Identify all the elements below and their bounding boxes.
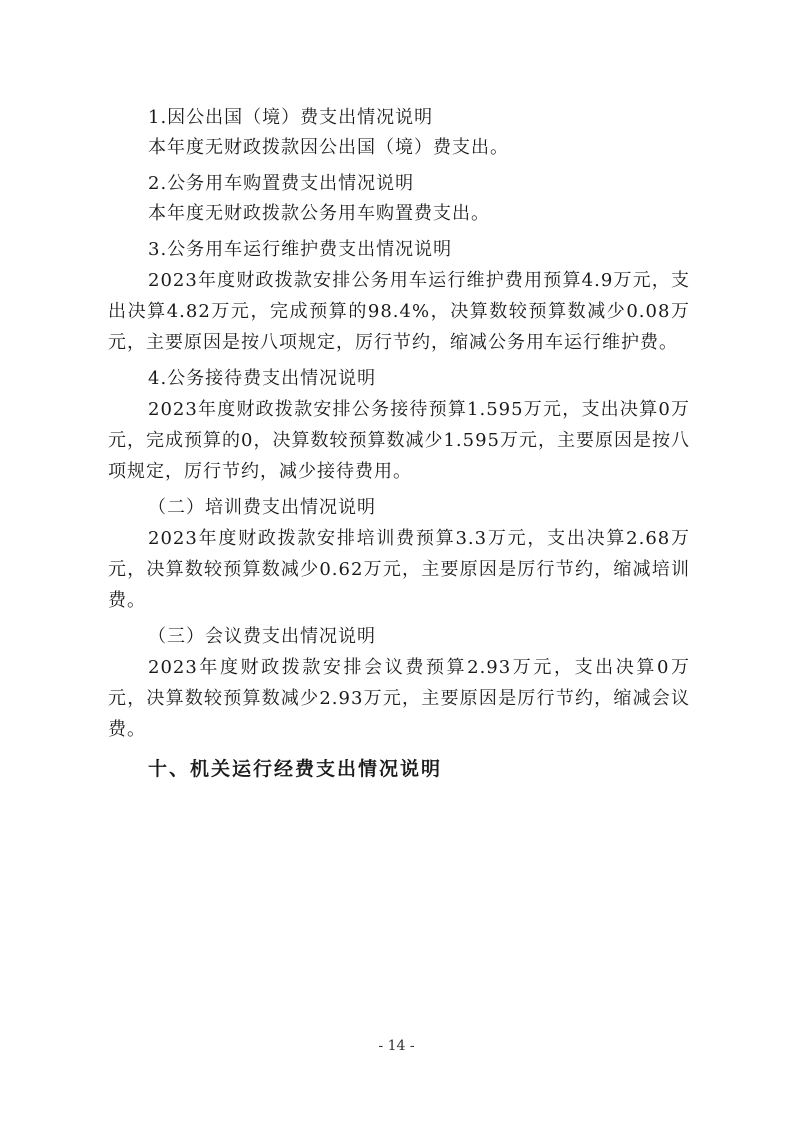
section-title-meeting: （三）会议费支出情况说明 — [148, 626, 376, 647]
section-body-reception: 2023年度财政拨款安排公务接待预算1.595万元，支出决算0万元，完成预算的0，决算数较预算数减少1.595万元，主要原因是按八项规定，厉行节约，减少接待费用。 — [108, 399, 690, 482]
document-body — [108, 103, 690, 784]
section-title-vehicle-operation: 3.公务用车运行维护费支出情况说明 — [148, 239, 453, 260]
section-title-overseas-travel: 1.因公出国（境）费支出情况说明 — [148, 107, 434, 128]
section-body-training: 2023年度财政拨款安排培训费预算3.3万元，支出决算2.68万元，决算数较预算数减少0.62万元，主要原因是厉行节约，缩减培训费。 — [108, 528, 690, 611]
page-number: - 14 - — [378, 1038, 415, 1054]
section-title-training: （二）培训费支出情况说明 — [148, 497, 376, 518]
section-title-vehicle-purchase: 2.公务用车购置费支出情况说明 — [148, 173, 415, 194]
section-body-vehicle-operation: 2023年度财政拨款安排公务用车运行维护费用预算4.9万元，支出决算4.82万元，完成预算的98.4%，决算数较预算数减少0.08万元，主要原因是按八项规定，厉行节约，缩减公务用车运行维护费。 — [108, 270, 690, 353]
section-title-reception: 4.公务接待费支出情况说明 — [148, 368, 377, 389]
section-body-vehicle-purchase: 本年度无财政拨款公务用车购置费支出。 — [148, 203, 490, 224]
chapter-heading-operating-expenses: 十、机关运行经费支出情况说明 — [148, 758, 443, 780]
section-body-overseas-travel: 本年度无财政拨款因公出国（境）费支出。 — [148, 137, 509, 158]
section-body-meeting: 2023年度财政拨款安排会议费预算2.93万元，支出决算0万元，决算数较预算数减少2.93万元，主要原因是厉行节约，缩减会议费。 — [108, 657, 690, 740]
